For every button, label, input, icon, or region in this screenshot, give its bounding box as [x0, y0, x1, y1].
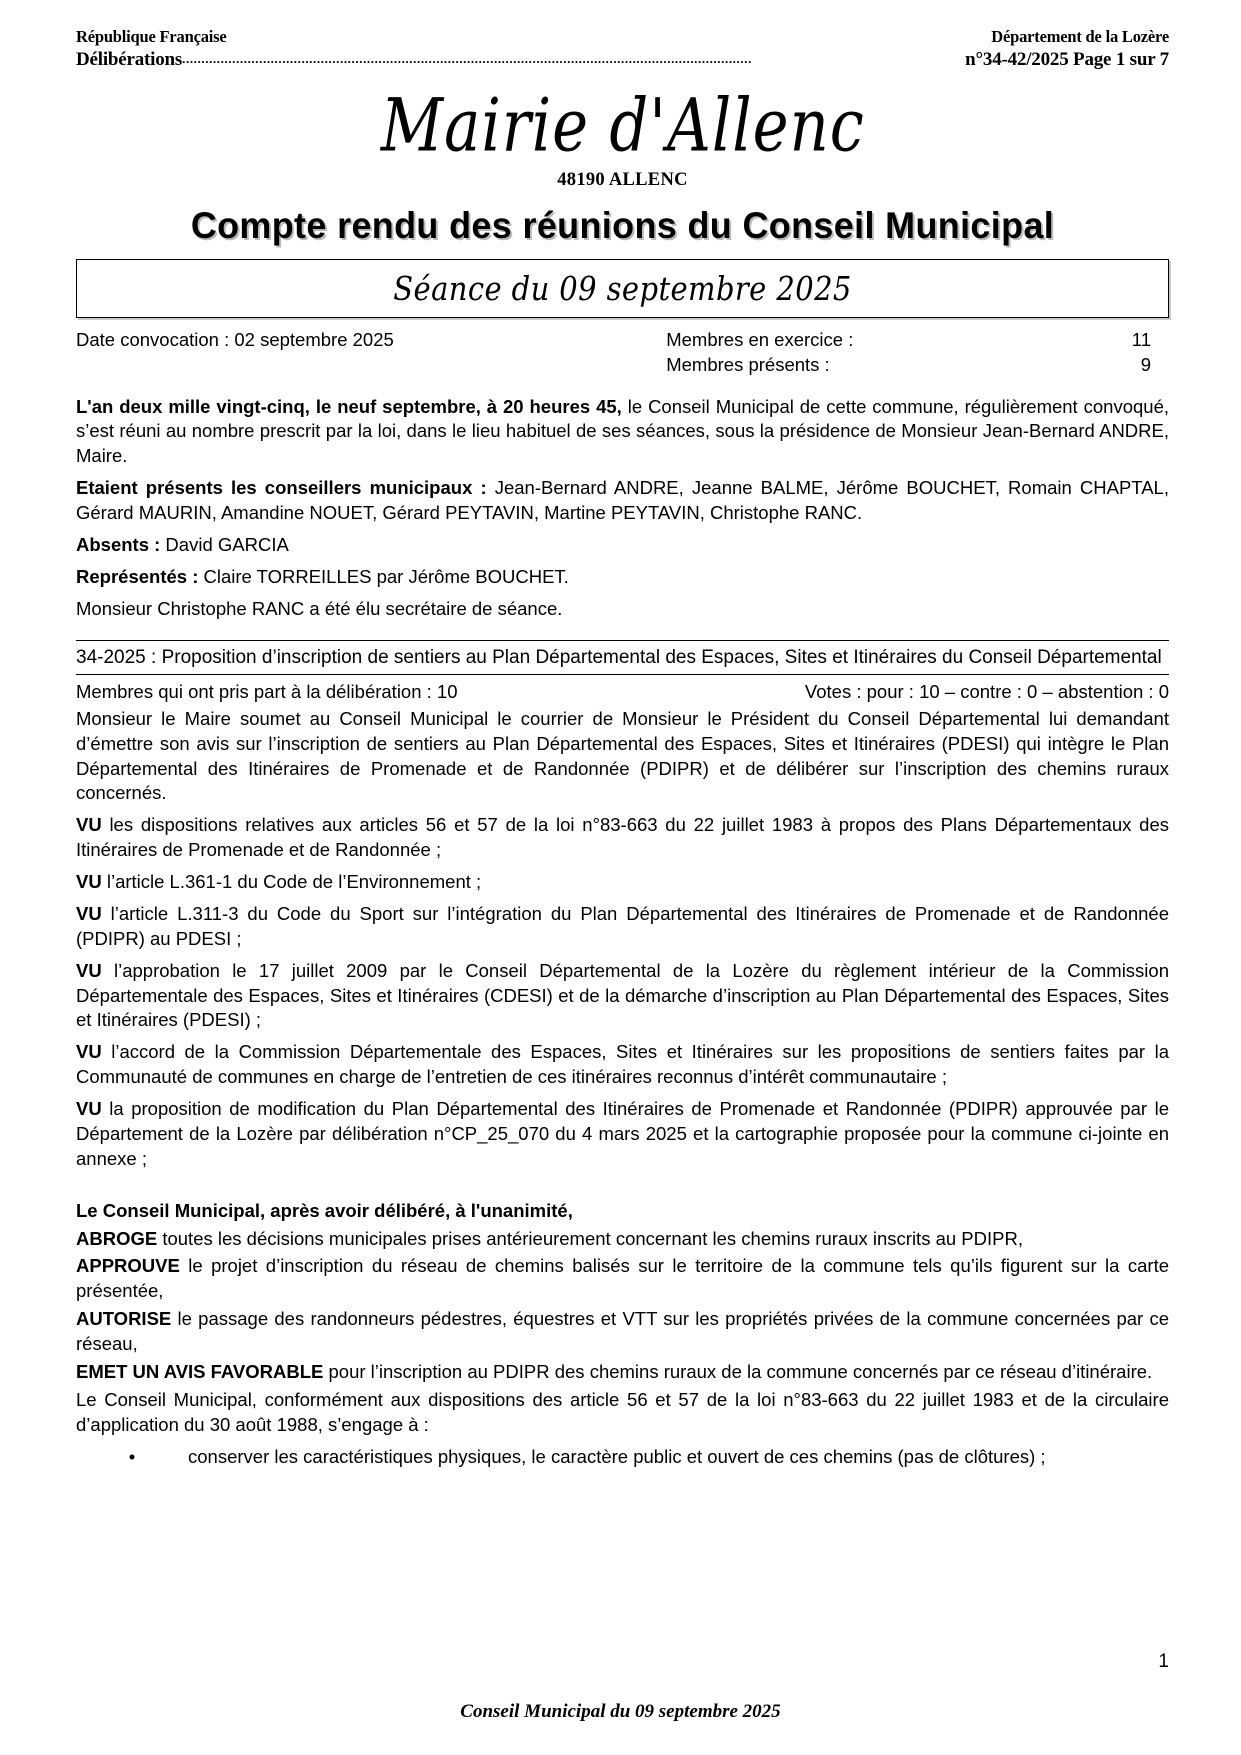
footer-text: Conseil Municipal du 09 septembre 2025 — [460, 1701, 781, 1722]
vu-text: la proposition de modification du Plan Départemental des Itinéraires de Promenade et Randonnée (PDIPR) approuvée par le Département de la Lozère par délibération n°CP_25_070 du 4 mars 2025 et la cartographie proposée pour la commune ci-jointe en annexe ; — [76, 1098, 1169, 1169]
dot-leader: .................................................................................................................................................... — [182, 52, 752, 66]
seance-box — [76, 259, 1169, 318]
resolution-verb: AUTORISE — [76, 1308, 172, 1330]
vu-text: les dispositions relatives aux articles 56 et 57 de la loi n°83-663 du 22 juillet 1983 à propos des Plans Départementaux des Itinéraires de Promenade et de Randonnée ; — [76, 814, 1169, 861]
paragraph-spacer — [76, 1179, 1169, 1199]
deliberation-heading: 34-2025 : Proposition d’inscription de sentiers au Plan Départemental des Espaces, Sites et Itinéraires du Conseil Départemental — [76, 640, 1169, 675]
engagement-intro: Le Conseil Municipal, conformément aux dispositions des article 56 et 57 de la loi n°83-663 du 22 juillet 1983 et de la circulaire d’application du 30 août 1988, s’engage à : — [76, 1388, 1169, 1435]
absent-list: David GARCIA — [160, 533, 289, 555]
resolution-intro — [76, 1199, 1169, 1224]
vu-label: VU — [76, 1098, 102, 1120]
members-in-office-value: 11 — [1131, 329, 1151, 351]
vu-text: l’article L.311-3 du Code du Sport sur l’intégration du Plan Départemental des Itinéraires de Promenade et de Randonnée (PDIPR) au PDESI ; — [76, 902, 1169, 949]
vu-text: l’article L.361-1 du Code de l’Environnement ; — [101, 871, 482, 893]
running-header-top-row — [76, 26, 1169, 47]
vu-item — [76, 870, 1169, 895]
attendees-label: Etaient présents les conseillers municipaux : — [76, 477, 487, 499]
resolution-verb: ABROGE — [76, 1227, 158, 1249]
vu-label: VU — [76, 959, 102, 981]
vu-label: VU — [76, 871, 102, 893]
represented-paragraph — [76, 565, 1169, 590]
opening-bold: L'an deux mille vingt-cinq, le neuf septembre, à 20 heures 45, — [76, 395, 622, 417]
department-label: Département de la Lozère — [991, 27, 1169, 46]
engagement-item-text: conserver les caractéristiques physiques, le caractère public et ouvert de ces chemins (pas de clôtures) ; — [188, 1445, 1046, 1467]
document-reference: n°34-42/2025 Page 1 sur 7 — [965, 49, 1169, 71]
votes-tally: Votes : pour : 10 – contre : 0 – abstention : 0 — [804, 680, 1169, 702]
convocation-block — [76, 328, 666, 377]
vu-item — [76, 902, 1169, 952]
absent-paragraph — [76, 533, 1169, 558]
members-present-row — [666, 353, 1169, 378]
attendees-list: Jean-Bernard ANDRE, Jeanne BALME, Jérôme BOUCHET, Romain CHAPTAL, Gérard MAURIN, Amandine NOUET, Gérard PEYTAVIN, Martine PEYTAVIN, Christophe RANC. — [76, 477, 1169, 524]
opening-rest: le Conseil Municipal de cette commune, régulièrement convoqué, s’est réuni au nombre prescrit par la loi, dans le lieu habituel de ses séances, sous la présidence de Monsieur Jean-Bernard ANDRE, Maire. — [76, 395, 1169, 467]
members-present-label: Membres présents : — [666, 353, 830, 375]
page-title: Compte rendu des réunions du Conseil Municipal — [190, 205, 1055, 247]
commune-postal-label: 48190 ALLENC — [557, 170, 688, 191]
resolution-text: toutes les décisions municipales prises antérieurement concernant les chemins ruraux inscrits au PDIPR, — [157, 1227, 1023, 1249]
represented-list: Claire TORREILLES par Jérôme BOUCHET. — [198, 565, 569, 587]
resolution-item — [76, 1307, 1169, 1357]
resolution-text: pour l’inscription au PDIPR des chemins ruraux de la commune concernés par ce réseau d’itinéraire. — [323, 1360, 1153, 1382]
vu-item — [76, 1040, 1169, 1090]
resolution-text: le passage des randonneurs pédestres, équestres et VTT sur les propriétés privées de la commune concernées par ce réseau, — [76, 1308, 1169, 1355]
vu-text: l’accord de la Commission Départementale des Espaces, Sites et Itinéraires sur les propositions de sentiers faites par la Communauté de communes en charge de l’entretien de ces itinéraires reconnus d’intérêt communautaire ; — [76, 1041, 1169, 1088]
represented-label: Représentés : — [76, 565, 199, 587]
attendees-paragraph — [76, 476, 1169, 526]
running-header — [76, 26, 1169, 73]
deliberations-label: Délibérations — [76, 49, 183, 71]
members-in-office-row — [666, 328, 1169, 353]
resolution-item — [76, 1360, 1169, 1385]
vu-label: VU — [76, 902, 102, 924]
resolution-text: le projet d’inscription du réseau de chemins balisés sur le territoire de la commune tels qu’ils figurent sur la carte présentée, — [76, 1255, 1169, 1302]
vu-label: VU — [76, 1041, 102, 1063]
page-number: 1 — [1158, 1651, 1169, 1672]
vu-text: l’approbation le 17 juillet 2009 par le Conseil Départemental de la Lozère du règlement intérieur de la Commission Départementale des Espaces, Sites et Itinéraires (CDESI) et de la démarche d’inscription au Plan Départemental des Espaces, Sites et Itinéraires (PDESI) ; — [76, 959, 1169, 1031]
resolution-item — [76, 1227, 1169, 1252]
meeting-meta — [76, 328, 1169, 377]
participants-count: Membres qui ont pris part à la délibération : 10 — [76, 680, 458, 702]
members-present-value: 9 — [1140, 353, 1151, 375]
votes-row — [76, 681, 1169, 703]
convocation-date: Date convocation : 02 septembre 2025 — [76, 329, 394, 351]
seance-date: Séance du 09 septembre 2025 — [393, 269, 852, 308]
membership-block — [666, 328, 1169, 377]
secretary-paragraph: Monsieur Christophe RANC a été élu secrétaire de séance. — [76, 597, 563, 619]
vu-item — [76, 1097, 1169, 1172]
mairie-title: Mairie d'Allenc — [380, 82, 865, 169]
republic-label: République Française — [76, 27, 227, 46]
running-header-bottom-row — [76, 48, 1169, 73]
resolution-item — [76, 1254, 1169, 1304]
resolution-verb: APPROUVE — [76, 1255, 180, 1277]
masthead — [76, 82, 1169, 248]
opening-paragraph — [76, 395, 1169, 470]
bullet-icon: • — [128, 1445, 136, 1467]
deliberation-intro-paragraph: Monsieur le Maire soumet au Conseil Municipal le courrier de Monsieur le Président du Conseil Départemental lui demandant d’émettre son avis sur l’inscription de sentiers au Plan Départemental des Espaces, Sites et Itinéraires (PDESI) qui intègre le Plan Départemental des Itinéraires de Promenade et de Randonnée (PDIPR) et de délibérer sur l’inscription des chemins ruraux concernés. — [76, 707, 1169, 804]
members-in-office-label: Membres en exercice : — [666, 329, 854, 351]
vu-item — [76, 959, 1169, 1034]
list-item — [76, 1445, 1169, 1470]
absent-label: Absents : — [76, 533, 161, 555]
vu-item — [76, 813, 1169, 863]
engagement-list — [76, 1445, 1169, 1470]
vu-label: VU — [76, 814, 102, 836]
resolution-verb: EMET UN AVIS FAVORABLE — [76, 1360, 324, 1382]
resolution-intro-text: Le Conseil Municipal, après avoir délibéré, à l'unanimité, — [76, 1199, 573, 1221]
